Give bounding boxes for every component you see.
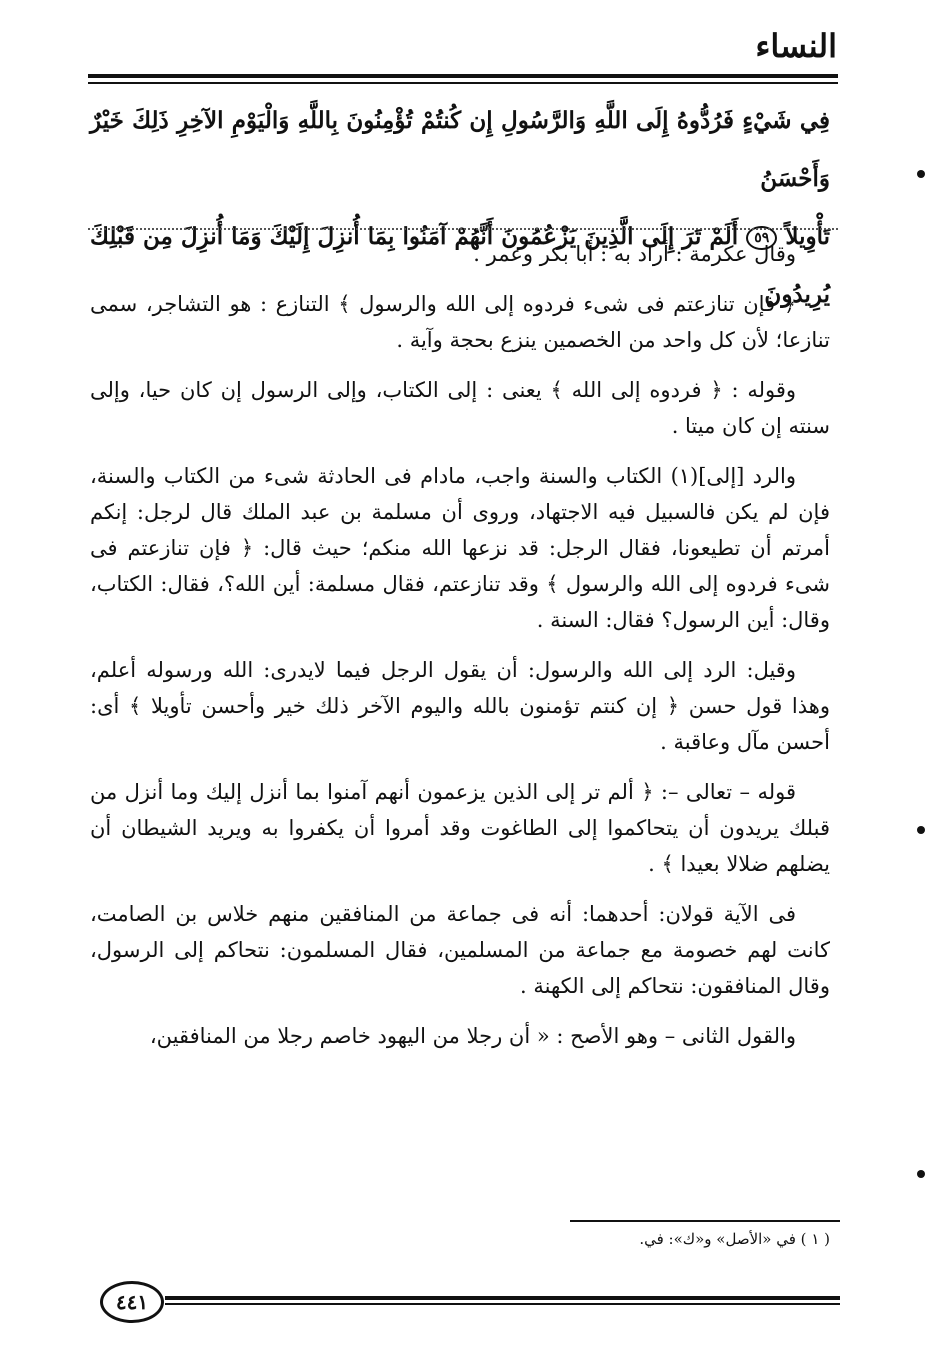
page-number: ٤٤١ bbox=[100, 1281, 164, 1323]
margin-dot bbox=[917, 826, 925, 834]
commentary-paragraph: قوله – تعالى –: ﴿ ألم تر إلى الذين يزعمون أنهم آمنوا بما أنزل إليك وما أنزل من قبلك يريدون أن يتحاكموا إلى الطاغوت وقد أمروا أن يكفروا به ويريد الشيطان أن يضلهم ضلالا بعيدا ﴾ . bbox=[90, 780, 830, 876]
surah-title: النساء bbox=[755, 27, 837, 65]
footer-rule-thin bbox=[165, 1303, 840, 1305]
quran-line-2-start: تَأْوِيلاً bbox=[785, 223, 831, 250]
dotted-separator bbox=[88, 228, 838, 230]
margin-dot bbox=[917, 170, 925, 178]
footnote: ( ١ ) في «الأصل» و«ك»: في. bbox=[639, 1230, 830, 1248]
commentary-paragraph: وقال عكرمة : أراد به : أبا بكر وعمر . bbox=[473, 242, 796, 266]
footnote-rule bbox=[570, 1220, 840, 1222]
margin-dot bbox=[917, 1170, 925, 1178]
commentary-paragraph: وقيل: الرد إلى الله والرسول: أن يقول الرجل فيما لايدرى: الله ورسوله أعلم، وهذا قول حسن ﴿ إن كنتم تؤمنون بالله واليوم الآخر ذلك خير وأحسن تأويلا ﴾ أى: أحسن مآل وعاقبة . bbox=[90, 658, 830, 754]
commentary-paragraph: فى الآية قولان: أحدهما: أنه فى جماعة من المنافقين منهم خلاس بن الصامت، كانت لهم خصومة مع جماعة من المسلمين، فقال المسلمون: نتحاكم إلى الرسول، وقال المنافقون: نتحاكم إلى الكهنة . bbox=[90, 902, 830, 998]
commentary-paragraph: والرد [إلى](١) الكتاب والسنة واجب، مادام فى الحادثة شىء من الكتاب والسنة، فإن لم يكن فالسبيل فيه الاجتهاد، وروى أن مسلمة بن عبد الملك قال لرجل: إنكم أمرتم أن تطيعونا، فقال الرجل: قد نزعها الله منكم؛ حيث قال: ﴿ فإن تنازعتم فى شىء فردوه إلى الله والرسول ﴾ وقد تنازعتم، فقال مسلمة: أين الله؟، فقال: الكتاب، وقال: أين الرسول؟ فقال: السنة . bbox=[90, 464, 830, 632]
commentary-paragraph: ﴿ فإن تنازعتم فى شىء فردوه إلى الله والرسول ﴾ التنازع : هو التشاجر، سمى تنازعا؛ لأن كل واحد من الخصمين ينزع بحجة وآية . bbox=[90, 292, 830, 352]
footer-rule-thick bbox=[165, 1296, 840, 1300]
commentary-text bbox=[90, 236, 830, 1058]
quran-line-2-end: أَلَمْ تَرَ إِلَى الَّذِينَ يَزْعُمُونَ أَنَّهُمْ آمَنُوا بِمَا أُنزِلَ إِلَيْكَ وَمَا أُنزِلَ مِن قَبْلِكَ يُرِيدُونَ bbox=[90, 223, 830, 308]
commentary-paragraph: والقول الثانى – وهو الأصح : « أن رجلا من اليهود خاصم رجلا من المنافقين، bbox=[149, 1024, 796, 1048]
quran-line-1: فِي شَيْءٍ فَرُدُّوهُ إِلَى اللَّهِ وَالرَّسُولِ إِن كُنتُمْ تُؤْمِنُونَ بِاللَّهِ وَالْيَوْمِ الآخِرِ ذَلِكَ خَيْرٌ وَأَحْسَنُ bbox=[90, 107, 830, 192]
header-rule-thick bbox=[88, 74, 838, 78]
commentary-paragraph: وقوله : ﴿ فردوه إلى الله ﴾ يعنى : إلى الكتاب، وإلى الرسول إن كان حيا، وإلى سنته إن كان ميتا . bbox=[90, 378, 830, 438]
ayah-number-marker: ٥٩ bbox=[746, 226, 777, 250]
header-rule-thin bbox=[88, 82, 838, 84]
